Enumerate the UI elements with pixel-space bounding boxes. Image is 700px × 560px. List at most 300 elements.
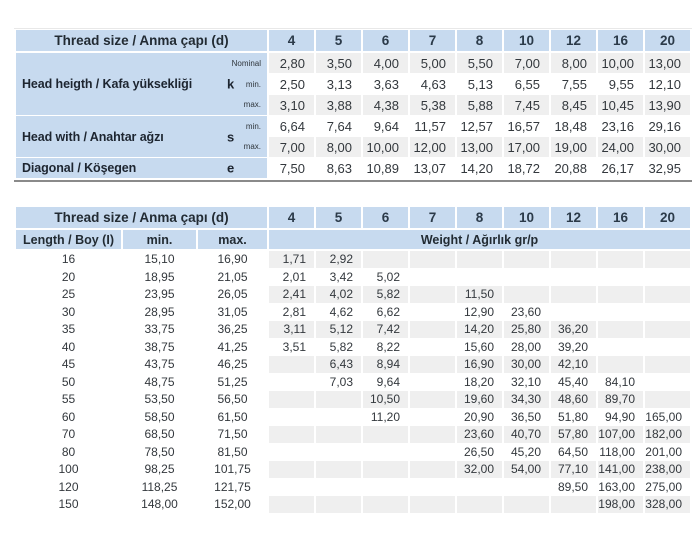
weight-cell <box>551 251 596 268</box>
weight-cell: 107,00 <box>598 426 643 443</box>
min-cell: 78,50 <box>123 444 196 461</box>
table-divider-rule <box>14 180 692 182</box>
len-table-header <box>16 207 690 250</box>
weight-cell <box>410 461 455 478</box>
min-cell: 58,50 <box>123 409 196 426</box>
value-cell: 7,00 <box>269 137 314 157</box>
column-header: 6 <box>363 30 408 52</box>
length-row <box>16 339 690 356</box>
value-cell: 32,95 <box>645 158 690 178</box>
weight-cell <box>269 426 314 443</box>
value-cell: 12,57 <box>457 116 502 136</box>
weight-cell <box>363 496 408 513</box>
weight-cell: 7,42 <box>363 321 408 338</box>
weight-cell: 57,80 <box>551 426 596 443</box>
value-cell: 4,38 <box>363 95 408 115</box>
weight-cell: 3,51 <box>269 339 314 356</box>
dim-table-body <box>16 53 690 178</box>
weight-cell <box>504 479 549 496</box>
column-header: 16 <box>598 30 643 52</box>
column-header: 7 <box>410 30 455 52</box>
weight-cell <box>551 496 596 513</box>
weight-cell <box>410 321 455 338</box>
length-cell: 40 <box>16 339 121 356</box>
weight-cell <box>410 496 455 513</box>
value-cell: 10,00 <box>363 137 408 157</box>
weight-cell: 2,92 <box>316 251 361 268</box>
weight-cell <box>410 304 455 321</box>
weight-cell <box>269 374 314 391</box>
group-symbol: k <box>227 76 235 92</box>
weight-cell <box>410 409 455 426</box>
weight-cell <box>269 496 314 513</box>
length-cell: 70 <box>16 426 121 443</box>
sub-row-label: max. <box>243 142 261 152</box>
weight-cell <box>598 269 643 286</box>
value-cell: 3,88 <box>316 95 361 115</box>
length-column-header: Length / Boy (I) <box>16 230 121 250</box>
value-cell: 7,55 <box>551 74 596 94</box>
weight-cell <box>410 426 455 443</box>
max-cell: 46,25 <box>198 356 267 373</box>
weight-cell <box>457 251 502 268</box>
weight-cell: 238,00 <box>645 461 690 478</box>
head-dimensions-table <box>14 28 692 179</box>
value-cell: 5,88 <box>457 95 502 115</box>
weight-cell: 39,20 <box>551 339 596 356</box>
value-cell: 10,45 <box>598 95 643 115</box>
value-cell: 7,50 <box>269 158 314 178</box>
length-cell: 100 <box>16 461 121 478</box>
length-row <box>16 461 690 478</box>
value-cell: 10,00 <box>598 53 643 73</box>
weight-cell <box>551 304 596 321</box>
min-cell: 53,50 <box>123 391 196 408</box>
weight-cell: 84,10 <box>598 374 643 391</box>
group-sub-labels <box>219 158 267 178</box>
value-cell: 12,10 <box>645 74 690 94</box>
weight-cell: 15,60 <box>457 339 502 356</box>
value-cell: 6,64 <box>269 116 314 136</box>
weight-cell <box>269 409 314 426</box>
min-cell: 18,95 <box>123 269 196 286</box>
length-row <box>16 391 690 408</box>
weight-cell: 5,82 <box>316 339 361 356</box>
weight-cell: 20,90 <box>457 409 502 426</box>
max-cell: 101,75 <box>198 461 267 478</box>
weight-cell <box>316 444 361 461</box>
length-row <box>16 286 690 303</box>
weight-cell: 4,62 <box>316 304 361 321</box>
weight-cell <box>457 269 502 286</box>
weight-cell: 7,03 <box>316 374 361 391</box>
max-cell: 26,05 <box>198 286 267 303</box>
sub-row-label: min. <box>245 121 261 131</box>
weight-cell: 5,02 <box>363 269 408 286</box>
weight-cell <box>598 304 643 321</box>
value-cell: 3,10 <box>269 95 314 115</box>
weight-cell: 23,60 <box>457 426 502 443</box>
max-cell: 51,25 <box>198 374 267 391</box>
column-header: 4 <box>269 207 314 229</box>
weight-cell <box>410 339 455 356</box>
length-row <box>16 496 690 513</box>
value-cell: 19,00 <box>551 137 596 157</box>
length-cell: 80 <box>16 444 121 461</box>
max-cell: 81,50 <box>198 444 267 461</box>
weight-cell <box>504 286 549 303</box>
value-cell: 9,64 <box>363 116 408 136</box>
value-cell: 5,13 <box>457 74 502 94</box>
min-cell: 33,75 <box>123 321 196 338</box>
weight-cell <box>316 426 361 443</box>
length-row <box>16 304 690 321</box>
weight-cell: 51,80 <box>551 409 596 426</box>
weight-cell <box>645 391 690 408</box>
weight-cell <box>410 444 455 461</box>
weight-cell: 328,00 <box>645 496 690 513</box>
weight-cell: 11,50 <box>457 286 502 303</box>
length-row <box>16 251 690 268</box>
group-symbol: s <box>227 129 235 144</box>
weight-cell: 275,00 <box>645 479 690 496</box>
weight-cell: 165,00 <box>645 409 690 426</box>
weight-cell: 34,30 <box>504 391 549 408</box>
value-cell: 7,64 <box>316 116 361 136</box>
row-group-label <box>16 158 267 178</box>
value-cell: 8,00 <box>551 53 596 73</box>
weight-cell: 2,81 <box>269 304 314 321</box>
weight-cell: 118,00 <box>598 444 643 461</box>
weight-cell: 16,90 <box>457 356 502 373</box>
length-row <box>16 321 690 338</box>
weight-cell: 12,90 <box>457 304 502 321</box>
weight-cell <box>504 496 549 513</box>
weight-cell: 5,12 <box>316 321 361 338</box>
weight-cell <box>316 496 361 513</box>
sub-row-label <box>219 158 267 178</box>
value-cell: 23,16 <box>598 116 643 136</box>
length-row <box>16 269 690 286</box>
max-cell: 152,00 <box>198 496 267 513</box>
length-cell: 50 <box>16 374 121 391</box>
max-cell: 61,50 <box>198 409 267 426</box>
weight-cell: 64,50 <box>551 444 596 461</box>
column-header: 12 <box>551 207 596 229</box>
weight-cell: 8,22 <box>363 339 408 356</box>
column-header: 8 <box>457 207 502 229</box>
min-cell: 68,50 <box>123 426 196 443</box>
weight-cell <box>316 409 361 426</box>
weight-cell <box>410 479 455 496</box>
weight-cell <box>269 391 314 408</box>
value-cell: 3,63 <box>363 74 408 94</box>
weight-cell: 40,70 <box>504 426 549 443</box>
value-cell: 16,57 <box>504 116 549 136</box>
value-cell: 29,16 <box>645 116 690 136</box>
weight-cell <box>363 426 408 443</box>
len-table-body <box>16 251 690 513</box>
weight-cell: 45,40 <box>551 374 596 391</box>
column-header: 20 <box>645 30 690 52</box>
length-cell: 20 <box>16 269 121 286</box>
weight-cell: 25,80 <box>504 321 549 338</box>
group-symbol: e <box>227 160 235 176</box>
value-cell: 18,48 <box>551 116 596 136</box>
min-column-header: min. <box>123 230 196 250</box>
weight-cell: 23,60 <box>504 304 549 321</box>
value-cell: 17,00 <box>504 137 549 157</box>
max-cell: 36,25 <box>198 321 267 338</box>
weight-cell <box>645 356 690 373</box>
length-row <box>16 479 690 496</box>
dim-table-header <box>16 30 690 52</box>
value-cell: 2,80 <box>269 53 314 73</box>
value-cell: 14,20 <box>457 158 502 178</box>
max-cell: 21,05 <box>198 269 267 286</box>
weight-cell <box>269 444 314 461</box>
weight-cell: 45,20 <box>504 444 549 461</box>
length-cell: 60 <box>16 409 121 426</box>
value-cell: 26,17 <box>598 158 643 178</box>
weight-cell: 48,60 <box>551 391 596 408</box>
column-header: 4 <box>269 30 314 52</box>
value-cell: 5,38 <box>410 95 455 115</box>
value-cell: 6,55 <box>504 74 549 94</box>
value-cell: 11,57 <box>410 116 455 136</box>
weight-cell <box>645 251 690 268</box>
weight-cell: 19,60 <box>457 391 502 408</box>
weight-cell: 18,20 <box>457 374 502 391</box>
group-label-text: Diagonal / Köşegen <box>22 161 137 175</box>
weight-cell: 198,00 <box>598 496 643 513</box>
weight-cell: 36,20 <box>551 321 596 338</box>
weight-cell: 4,02 <box>316 286 361 303</box>
weight-cell <box>645 304 690 321</box>
weight-cell: 30,00 <box>504 356 549 373</box>
weight-cell: 3,11 <box>269 321 314 338</box>
column-header: 8 <box>457 30 502 52</box>
column-header: 10 <box>504 207 549 229</box>
min-cell: 43,75 <box>123 356 196 373</box>
value-cell: 13,07 <box>410 158 455 178</box>
table-header-label: Thread size / Anma çapı (d) <box>16 207 267 229</box>
length-row <box>16 426 690 443</box>
sub-row-label: min. <box>245 79 261 89</box>
length-weight-table <box>14 206 692 514</box>
value-cell: 8,63 <box>316 158 361 178</box>
value-cell: 12,00 <box>410 137 455 157</box>
dimension-row <box>16 158 690 178</box>
value-cell: 4,00 <box>363 53 408 73</box>
weight-cell <box>269 479 314 496</box>
weight-cell: 89,70 <box>598 391 643 408</box>
value-cell: 5,50 <box>457 53 502 73</box>
dimension-row <box>16 116 690 136</box>
weight-cell: 2,41 <box>269 286 314 303</box>
value-cell: 7,45 <box>504 95 549 115</box>
weight-cell <box>504 269 549 286</box>
weight-cell: 2,01 <box>269 269 314 286</box>
column-header: 7 <box>410 207 455 229</box>
weight-cell <box>645 374 690 391</box>
max-cell: 41,25 <box>198 339 267 356</box>
weight-cell <box>598 356 643 373</box>
row-group-label <box>16 116 267 157</box>
max-cell: 121,75 <box>198 479 267 496</box>
weight-cell <box>504 251 549 268</box>
min-cell: 23,95 <box>123 286 196 303</box>
weight-cell: 28,00 <box>504 339 549 356</box>
length-row <box>16 356 690 373</box>
value-cell: 13,00 <box>457 137 502 157</box>
length-cell: 120 <box>16 479 121 496</box>
group-sub-labels <box>219 116 267 157</box>
group-label-text: Head with / Anahtar ağzı <box>22 129 164 144</box>
length-row <box>16 444 690 461</box>
column-header: 5 <box>316 207 361 229</box>
min-cell: 98,25 <box>123 461 196 478</box>
min-cell: 118,25 <box>123 479 196 496</box>
weight-cell: 26,50 <box>457 444 502 461</box>
weight-cell: 14,20 <box>457 321 502 338</box>
sub-row-label: max. <box>243 100 261 110</box>
max-cell: 16,90 <box>198 251 267 268</box>
weight-cell <box>645 269 690 286</box>
weight-cell <box>598 286 643 303</box>
weight-cell <box>269 356 314 373</box>
weight-cell <box>598 339 643 356</box>
weight-cell <box>457 479 502 496</box>
weight-cell: 141,00 <box>598 461 643 478</box>
max-cell: 56,50 <box>198 391 267 408</box>
weight-cell: 89,50 <box>551 479 596 496</box>
weight-cell: 77,10 <box>551 461 596 478</box>
weight-cell <box>410 391 455 408</box>
column-header: 20 <box>645 207 690 229</box>
weight-cell: 5,82 <box>363 286 408 303</box>
column-header: 10 <box>504 30 549 52</box>
table-header-label: Thread size / Anma çapı (d) <box>16 30 267 52</box>
weight-cell <box>457 496 502 513</box>
weight-cell: 6,62 <box>363 304 408 321</box>
weight-cell <box>410 286 455 303</box>
length-cell: 55 <box>16 391 121 408</box>
length-cell: 16 <box>16 251 121 268</box>
weight-cell <box>598 321 643 338</box>
length-row <box>16 374 690 391</box>
value-cell: 13,90 <box>645 95 690 115</box>
value-cell: 7,00 <box>504 53 549 73</box>
weight-cell: 3,42 <box>316 269 361 286</box>
weight-cell <box>645 339 690 356</box>
dimension-row <box>16 53 690 73</box>
weight-cell <box>316 461 361 478</box>
weight-cell: 42,10 <box>551 356 596 373</box>
weight-cell: 36,50 <box>504 409 549 426</box>
weight-cell <box>598 251 643 268</box>
value-cell: 18,72 <box>504 158 549 178</box>
length-cell: 45 <box>16 356 121 373</box>
group-label-text: Head heigth / Kafa yüksekliği <box>22 77 193 91</box>
max-column-header: max. <box>198 230 267 250</box>
weight-cell: 54,00 <box>504 461 549 478</box>
weight-cell <box>316 391 361 408</box>
value-cell: 20,88 <box>551 158 596 178</box>
weight-cell <box>363 461 408 478</box>
value-cell: 5,00 <box>410 53 455 73</box>
value-cell: 2,50 <box>269 74 314 94</box>
weight-cell <box>410 269 455 286</box>
weight-cell: 10,50 <box>363 391 408 408</box>
max-cell: 71,50 <box>198 426 267 443</box>
value-cell: 4,63 <box>410 74 455 94</box>
row-group-label <box>16 53 267 115</box>
weight-cell: 163,00 <box>598 479 643 496</box>
weight-cell: 94,90 <box>598 409 643 426</box>
value-cell: 8,00 <box>316 137 361 157</box>
value-cell: 9,55 <box>598 74 643 94</box>
column-header: 12 <box>551 30 596 52</box>
weight-cell: 8,94 <box>363 356 408 373</box>
weight-cell <box>269 461 314 478</box>
weight-cell <box>410 356 455 373</box>
value-cell: 30,00 <box>645 137 690 157</box>
weight-cell: 9,64 <box>363 374 408 391</box>
length-cell: 150 <box>16 496 121 513</box>
value-cell: 24,00 <box>598 137 643 157</box>
weight-cell <box>645 321 690 338</box>
weight-cell <box>410 374 455 391</box>
weight-cell: 182,00 <box>645 426 690 443</box>
min-cell: 48,75 <box>123 374 196 391</box>
weight-column-header: Weight / Ağırlık gr/p <box>269 230 690 250</box>
value-cell: 3,50 <box>316 53 361 73</box>
min-cell: 148,00 <box>123 496 196 513</box>
weight-cell <box>363 479 408 496</box>
weight-cell: 201,00 <box>645 444 690 461</box>
weight-cell <box>551 286 596 303</box>
sub-row-label: Nominal <box>231 58 261 68</box>
column-header: 16 <box>598 207 643 229</box>
min-cell: 15,10 <box>123 251 196 268</box>
weight-cell <box>316 479 361 496</box>
weight-cell <box>551 269 596 286</box>
group-sub-labels <box>219 53 267 115</box>
length-cell: 30 <box>16 304 121 321</box>
weight-cell <box>410 251 455 268</box>
weight-cell: 6,43 <box>316 356 361 373</box>
length-row <box>16 409 690 426</box>
weight-cell <box>645 286 690 303</box>
column-header: 5 <box>316 30 361 52</box>
value-cell: 3,13 <box>316 74 361 94</box>
length-cell: 25 <box>16 286 121 303</box>
value-cell: 13,00 <box>645 53 690 73</box>
weight-cell <box>363 444 408 461</box>
value-cell: 10,89 <box>363 158 408 178</box>
min-cell: 28,95 <box>123 304 196 321</box>
value-cell: 8,45 <box>551 95 596 115</box>
weight-cell: 11,20 <box>363 409 408 426</box>
max-cell: 31,05 <box>198 304 267 321</box>
min-cell: 38,75 <box>123 339 196 356</box>
weight-cell: 32,10 <box>504 374 549 391</box>
length-cell: 35 <box>16 321 121 338</box>
weight-cell <box>363 251 408 268</box>
weight-cell: 1,71 <box>269 251 314 268</box>
column-header: 6 <box>363 207 408 229</box>
